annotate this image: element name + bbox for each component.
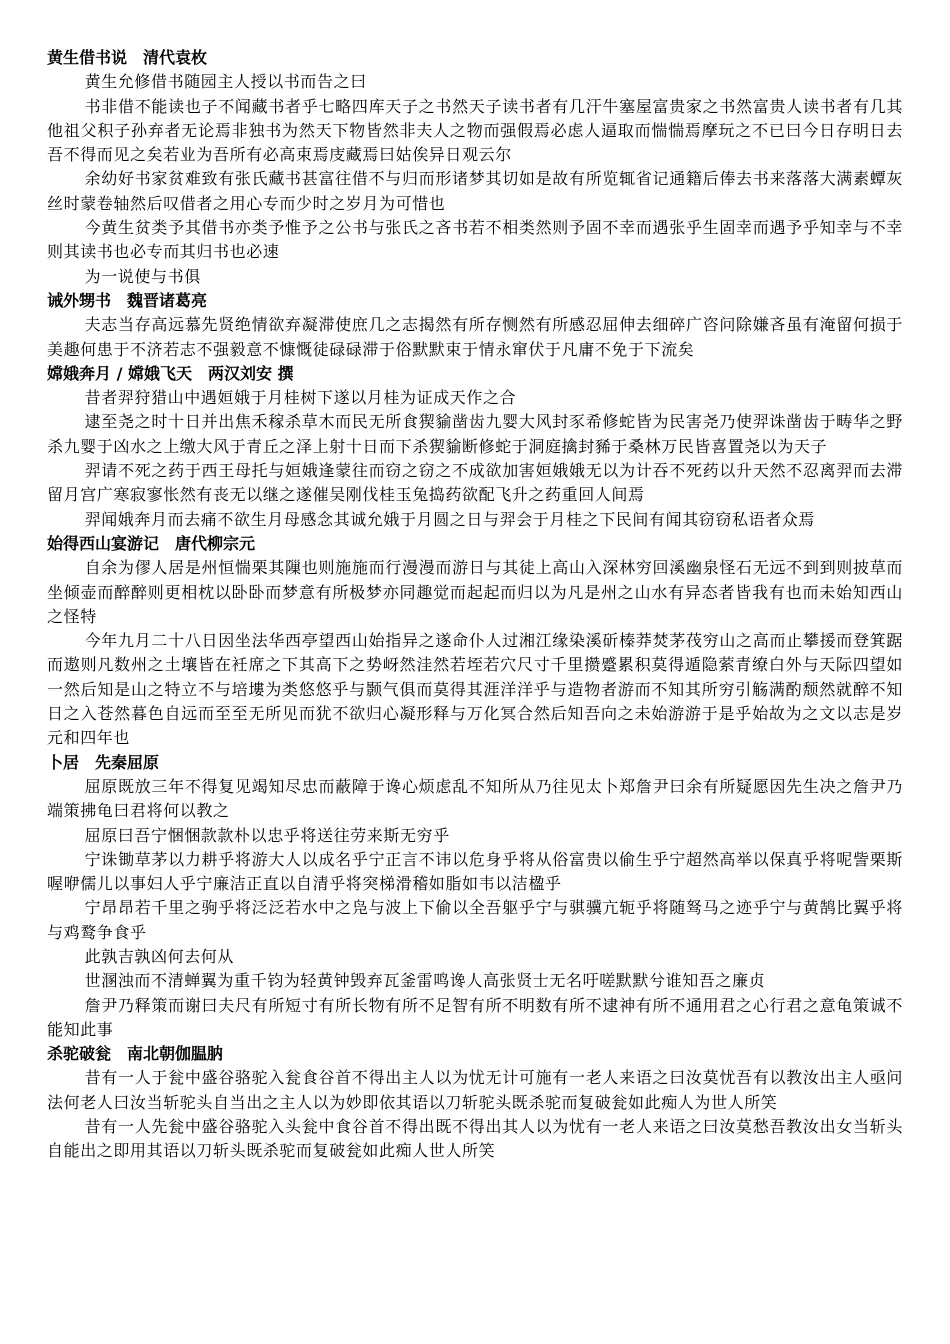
paragraph: 羿请不死之药于西王母托与姮娥逢蒙往而窃之窃之不成欲加害姮娥娥无以为计吞不死药以升天然不忍离羿而去滞留月宫广寒寂寥怅然有丧无以继之遂催吴刚伐桂玉兔捣药欲配飞升之药重回人间焉 [47, 461, 903, 505]
paragraph: 屈原曰吾宁悃悃款款朴以忠乎将送往劳来斯无穷乎 [84, 825, 450, 845]
paragraph: 詹尹乃释策而谢曰夫尺有所短寸有所长物有所不足智有所不明数有所不逮神有所不通用君之心行君之意龟策诚不能知此事 [47, 995, 903, 1039]
section-title: 诫外甥书 魏晋诸葛亮 [47, 290, 208, 310]
paragraph: 羿闻娥奔月而去痛不欲生月母感念其诚允娥于月圆之日与羿会于月桂之下民间有闻其窃窃私语者众焉 [84, 509, 815, 529]
paragraph: 为一说使与书俱 [84, 266, 201, 286]
section-title: 始得西山宴游记 唐代柳宗元 [47, 533, 256, 553]
paragraph: 今年九月二十八日因坐法华西亭望西山始指异之遂命仆人过湘江缘染溪斫榛莽焚茅茷穷山之高而止攀援而登箕踞而遨则凡数州之土壤皆在衽席之下其高下之势岈然洼然若垤若穴尺寸千里攒蹙累积莫得遁隐萦青缭白外与天际四望如一然后知是山之特立不与培塿为类悠悠乎与颢气俱而莫得其涯洋洋乎与造物者游而不知其所穷引觞满酌颓然就醉不知日之入苍然暮色自远而至至无所见而犹不欲归心凝形释与万化冥合然后知吾向之未始游游于是乎始故为之文以志是岁元和四年也 [47, 631, 903, 748]
section-title: 卜居 先秦屈原 [47, 752, 160, 772]
section [47, 1042, 903, 1163]
paragraph: 昔者羿狩猎山中遇姮娥于月桂树下遂以月桂为证成天作之合 [84, 388, 517, 408]
paragraph: 夫志当存高远慕先贤绝情欲弃凝滞使庶几之志揭然有所存恻然有所感忍屈伸去细碎广咨问除嫌吝虽有淹留何损于美趣何患于不济若志不强毅意不慷慨徒碌碌滞于俗默默束于情永窜伏于凡庸不免于下流矣 [47, 315, 903, 359]
section [47, 289, 903, 362]
section [47, 532, 903, 751]
section [47, 751, 903, 1043]
paragraph: 书非借不能读也子不闻藏书者乎七略四库天子之书然天子读书者有几汗牛塞屋富贵家之书然富贵人读书者有几其他祖父积子孙弃者无论焉非独书为然天下物皆然非夫人之物而强假焉必虑人逼取而惴惴焉摩玩之不已曰今日存明日去吾不得而见之矣若业为吾所有必高束焉庋藏焉曰姑俟异日观云尔 [47, 96, 903, 165]
paragraph: 昔有一人先瓮中盛谷骆驼入头瓮中食谷首不得出既不得出其人以为忧有一老人来语之曰汝莫愁吾教汝出女当斩头自能出之即用其语以刀斩头既杀驼而复破瓮如此痴人世人所笑 [47, 1117, 903, 1161]
document-page [47, 46, 903, 1164]
section-title: 杀驼破瓮 南北朝伽腽肭 [47, 1044, 224, 1064]
paragraph: 余幼好书家贫难致有张氏藏书甚富往借不与归而形诸梦其切如是故有所览辄省记通籍后俸去书来落落大满素蟫灰丝时蒙卷轴然后叹借者之用心专而少时之岁月为可惜也 [47, 169, 903, 213]
section-title: 黄生借书说 清代袁枚 [47, 48, 208, 67]
section [47, 362, 903, 532]
paragraph: 昔有一人于瓮中盛谷骆驼入瓮食谷首不得出主人以为忧无计可施有一老人来语之曰汝莫忧吾有以教汝出主人亟问法何老人曰汝当斩驼头自当出之主人以为妙即依其语以刀斩驼头既杀驼而复破瓮如此痴人为世人所笑 [47, 1068, 903, 1112]
paragraph: 世溷浊而不清蝉翼为重千钧为轻黄钟毁弃瓦釜雷鸣谗人高张贤士无名吁嗟默默兮谁知吾之廉贞 [84, 971, 766, 991]
section-title: 嫦娥奔月 / 嫦娥飞天 两汉刘安 撰 [47, 363, 294, 383]
section [47, 46, 903, 289]
paragraph: 今黄生贫类予其借书亦类予惟予之公书与张氏之吝书若不相类然则予固不幸而遇张乎生固幸而遇予乎知幸与不幸则其读书也必专而其归书也必速 [47, 218, 903, 262]
paragraph: 屈原既放三年不得复见竭知尽忠而蔽障于谗心烦虑乱不知所从乃往见太卜郑詹尹曰余有所疑愿因先生决之詹尹乃端策拂龟曰君将何以教之 [47, 776, 903, 821]
paragraph: 宁昂昂若千里之驹乎将泛泛若水中之凫与波上下偷以全吾躯乎宁与骐骥亢轭乎将随驽马之迹乎宁与黄鹄比翼乎将与鸡鹜争食乎 [47, 898, 903, 942]
paragraph: 逮至尧之时十日并出焦禾稼杀草木而民无所食猰貐凿齿九婴大风封豕希修蛇皆为民害尧乃使羿诛凿齿于畴华之野杀九婴于凶水之上缴大风于青丘之泽上射十日而下杀猰貐断修蛇于洞庭擒封豨于桑林万民皆喜置尧以为天子 [47, 412, 903, 456]
paragraph: 宁诛锄草茅以力耕乎将游大人以成名乎宁正言不讳以危身乎将从俗富贵以偷生乎宁超然高举以保真乎将呢訾栗斯喔咿儒儿以事妇人乎宁廉洁正直以自清乎将突梯滑稽如脂如韦以洁楹乎 [47, 849, 903, 894]
paragraph: 自余为僇人居是州恒惴栗其隟也则施施而行漫漫而游日与其徒上高山入深林穷回溪幽泉怪石无远不到到则披草而坐倾壶而醉醉则更相枕以卧卧而梦意有所极梦亦同趣觉而起起而归以为凡是州之山水有异态者皆我有也而未始知西山之怪特 [47, 558, 903, 626]
paragraph: 此孰吉孰凶何去何从 [84, 946, 234, 966]
paragraph: 黄生允修借书随园主人授以书而告之曰 [84, 72, 367, 92]
